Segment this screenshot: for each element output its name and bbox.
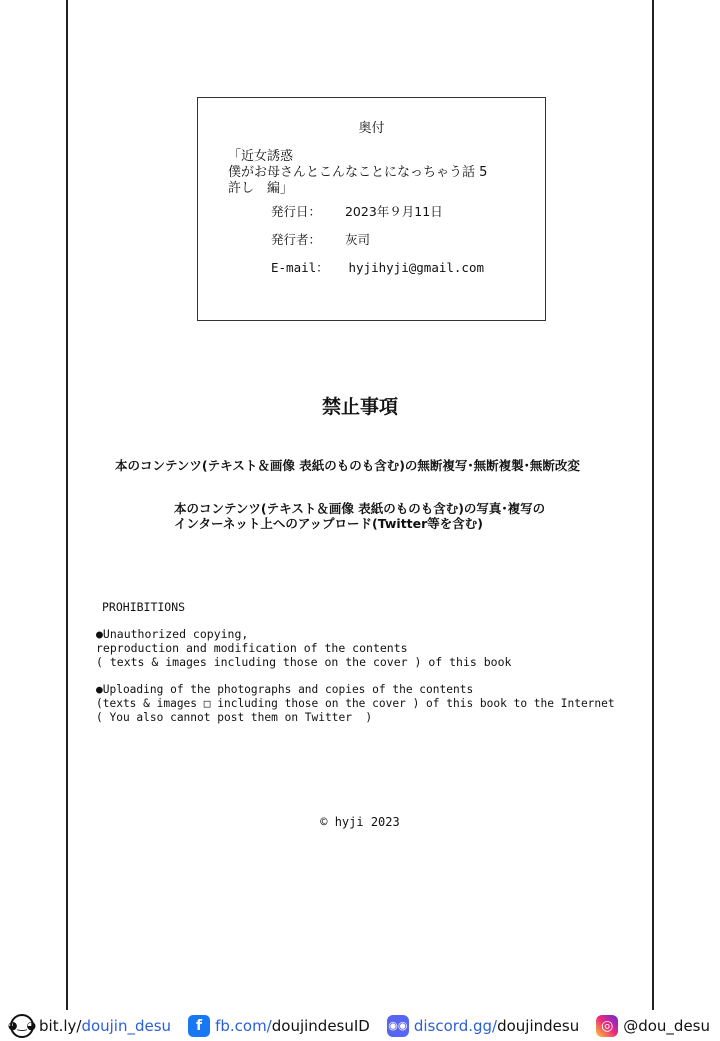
book-title-line-1: 「近女誘惑: [228, 149, 294, 164]
book-title-line-3: 許し 編」: [228, 181, 294, 196]
colophon-box: [197, 97, 546, 321]
discord-icon: ◉◉: [387, 1015, 409, 1037]
instagram-icon: ◎: [596, 1015, 618, 1037]
footer-link-discord-handle: doujindesu: [497, 1016, 580, 1035]
footer-link-bitly[interactable]: [7, 1014, 172, 1038]
prohibitions-heading: PROHIBITIONS: [102, 600, 186, 614]
colophon-heading: 奥付: [358, 121, 385, 136]
publisher-row: [271, 230, 370, 248]
footer-link-instagram[interactable]: [596, 1015, 710, 1037]
publish-date-value: 2023年９月11日: [344, 204, 443, 219]
copyright: © hyji 2023: [320, 815, 400, 829]
footer-bar: [0, 1010, 720, 1041]
footer-link-facebook-handle: doujindesuID: [271, 1016, 370, 1035]
footer-link-facebook[interactable]: [188, 1015, 370, 1037]
prohibition-item-2: ●Uploading of the photographs and copies of the contents (texts & images □ including those on the cover ) of this book to the Internet ( You also cannot post them on Twitter ): [96, 683, 615, 724]
publish-date-label: 発行日：: [271, 204, 322, 219]
book-title-line-2: 僕がお母さんとこんなことになっちゃう話 5: [228, 165, 488, 180]
notice-title: 禁止事項: [321, 396, 398, 418]
notice-line-2a: 本のコンテンツ(テキスト＆画像 表紙のものも含む)の写真･複写の: [174, 501, 546, 516]
footer-link-instagram-handle: @dou_desu: [623, 1016, 710, 1035]
footer-link-discord[interactable]: [387, 1015, 579, 1037]
footer-link-discord-prefix: discord.gg/: [413, 1016, 498, 1035]
publisher-value: 灰司: [344, 232, 370, 247]
email-row: [271, 258, 484, 276]
publisher-label: 発行者：: [271, 232, 322, 247]
footer-link-facebook-prefix: fb.com/: [215, 1016, 272, 1035]
footer-link-bitly-prefix: bit.ly/: [39, 1016, 82, 1035]
book-title: [228, 149, 487, 197]
footer-link-bitly-handle: doujin_desu: [81, 1016, 172, 1035]
email-label: E-mail：: [271, 260, 329, 275]
mascot-icon: ◕‿◕: [10, 1014, 34, 1038]
notice-line-1: 本のコンテンツ(テキスト＆画像 表紙のものも含む)の無断複写･無断複製･無断改変: [115, 458, 580, 473]
facebook-icon: f: [188, 1015, 210, 1037]
email-value[interactable]: hyjihyji@gmail.com: [348, 260, 484, 275]
notice-line-2b: インターネット上へのアップロード(Twitter等を含む): [174, 516, 484, 531]
prohibition-item-1: ●Unauthorized copying, reproduction and modification of the contents ( texts & images including those on the cover ) of this book: [96, 627, 512, 669]
publish-date-row: [271, 202, 443, 220]
